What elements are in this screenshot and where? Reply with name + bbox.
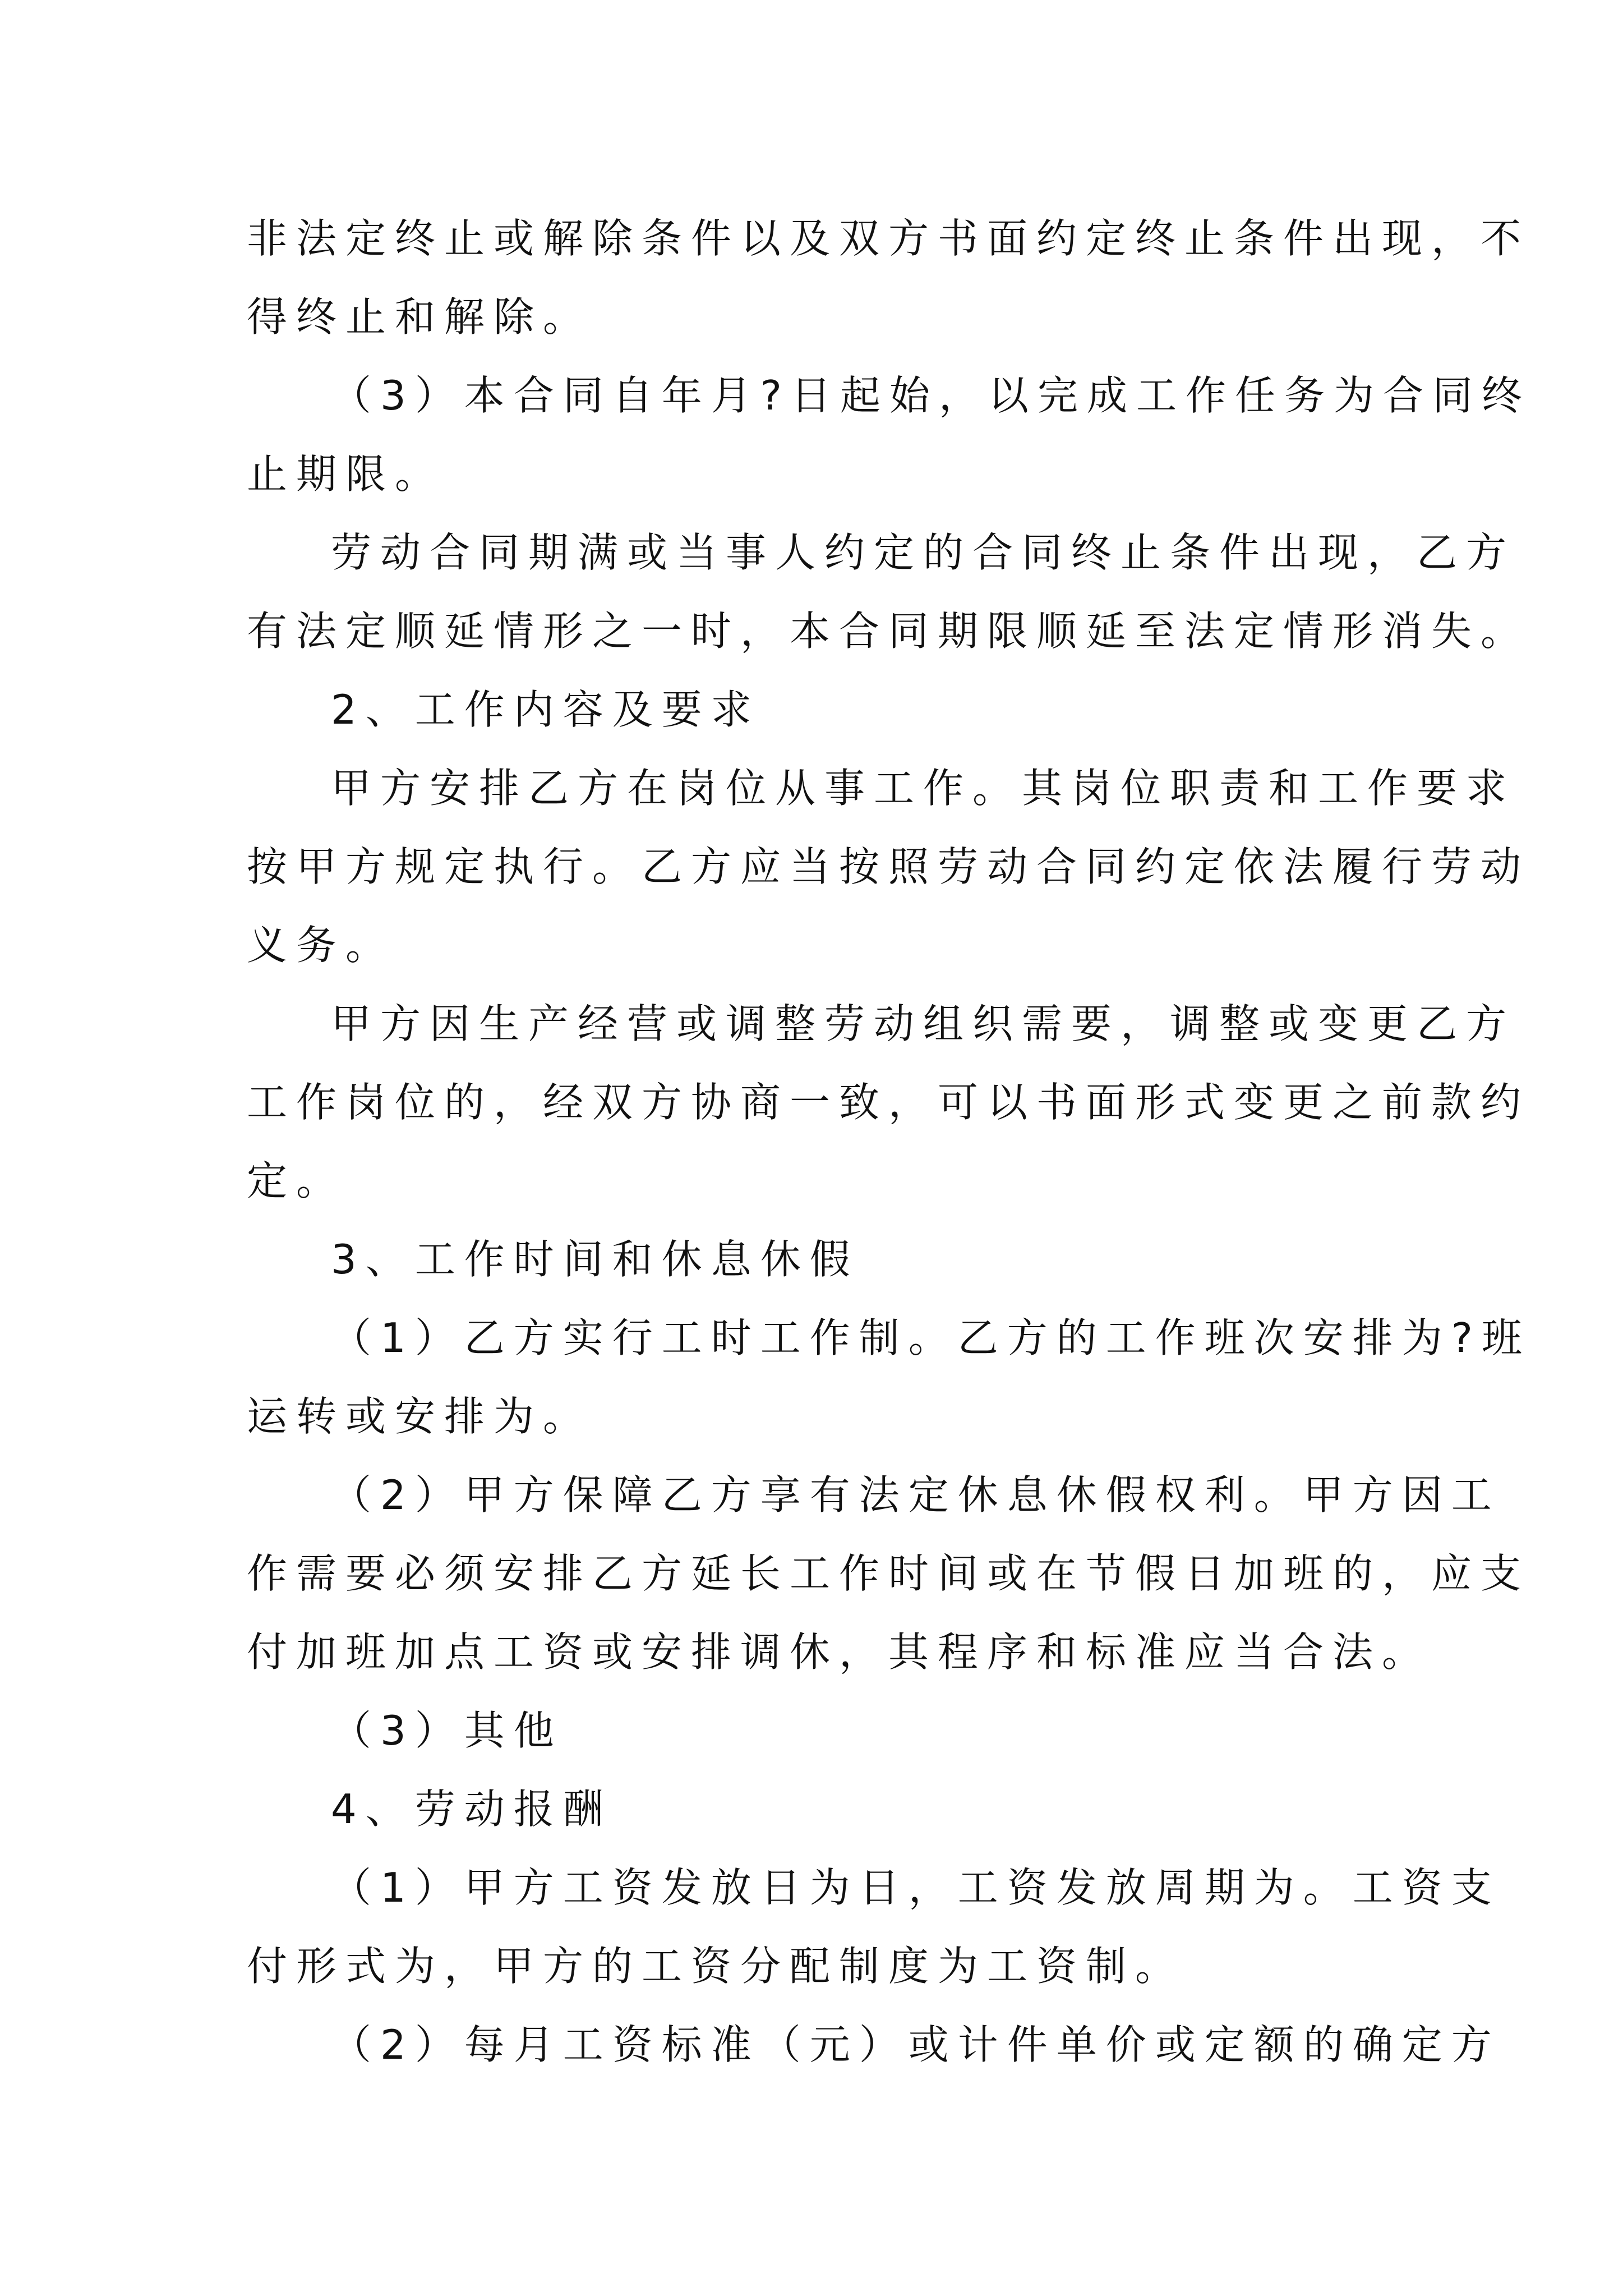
text-line: （1）甲方工资发放日为日，工资发放周期为。工资支 bbox=[331, 1864, 1501, 1911]
text-line: 得终止和解除。 bbox=[247, 293, 593, 341]
text-line: 甲方安排乙方在岗位从事工作。其岗位职责和工作要求 bbox=[331, 765, 1516, 812]
text-line: （1）乙方实行工时工作制。乙方的工作班次安排为?班 bbox=[331, 1314, 1532, 1361]
text-line: 运转或安排为。 bbox=[247, 1393, 593, 1440]
text-line: 付形式为，甲方的工资分配制度为工资制。 bbox=[247, 1943, 1185, 1990]
text-line: 止期限。 bbox=[247, 450, 445, 498]
text-line: （3）其他 bbox=[331, 1707, 563, 1754]
text-line: 按甲方规定执行。乙方应当按照劳动合同约定依法履行劳动 bbox=[247, 843, 1530, 890]
text-line: （2）甲方保障乙方享有法定休息休假权利。甲方因工 bbox=[331, 1471, 1501, 1519]
text-line: （2）每月工资标准（元）或计件单价或定额的确定方 bbox=[331, 2021, 1501, 2068]
text-line: 有法定顺延情形之一时，本合同期限顺延至法定情形消失。 bbox=[247, 608, 1530, 655]
text-line: （3）本合同自年月?日起始，以完成工作任务为合同终 bbox=[331, 372, 1532, 419]
text-line: 劳动合同期满或当事人约定的合同终止条件出现，乙方 bbox=[331, 529, 1516, 576]
text-line: 作需要必须安排乙方延长工作时间或在节假日加班的，应支 bbox=[247, 1550, 1530, 1597]
text-line: 甲方因生产经营或调整劳动组织需要，调整或变更乙方 bbox=[331, 1000, 1516, 1047]
text-line: 非法定终止或解除条件以及双方书面约定终止条件出现，不 bbox=[247, 215, 1530, 262]
text-line: 义务。 bbox=[247, 922, 395, 969]
text-line: 定。 bbox=[247, 1157, 346, 1204]
section-heading: 2、工作内容及要求 bbox=[331, 686, 760, 733]
text-line: 付加班加点工资或安排调休，其程序和标准应当合法。 bbox=[247, 1628, 1432, 1676]
section-heading: 4、劳动报酬 bbox=[331, 1786, 612, 1833]
text-line: 工作岗位的，经双方协商一致，可以书面形式变更之前款约 bbox=[247, 1079, 1530, 1126]
section-heading: 3、工作时间和休息休假 bbox=[331, 1236, 859, 1283]
